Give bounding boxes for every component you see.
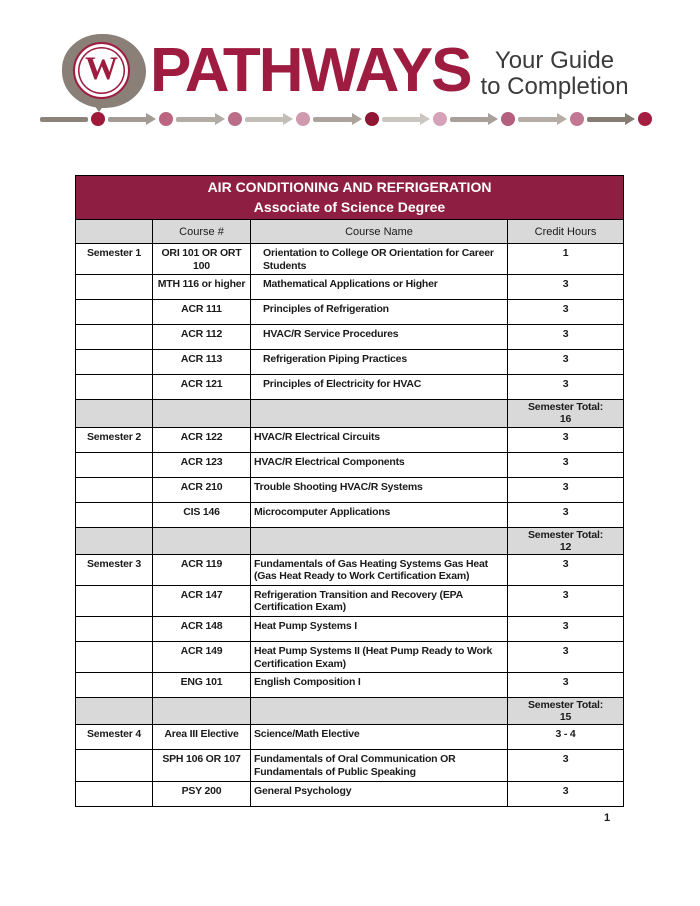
col-header-semester	[76, 220, 153, 244]
empty-cell	[76, 527, 153, 554]
credit-hours-cell: 3	[508, 275, 624, 300]
path-dot	[296, 112, 310, 126]
semester-total-row	[76, 400, 624, 427]
path-dot	[91, 112, 105, 126]
semester-cell	[76, 617, 153, 642]
course-number-cell: ACR 119	[153, 554, 251, 585]
semester-total-row	[76, 527, 624, 554]
course-name-cell: Heat Pump Systems II (Heat Pump Ready to Work Certification Exam)	[251, 642, 508, 673]
course-number-cell: ACR 149	[153, 642, 251, 673]
table-title-row	[76, 176, 624, 220]
credit-hours-cell: 3	[508, 750, 624, 781]
course-name-cell: Fundamentals of Gas Heating Systems Gas Heat (Gas Heat Ready to Work Certification Exam)	[251, 554, 508, 585]
arrow-head-icon	[352, 113, 362, 125]
path-line	[40, 117, 88, 122]
tagline-line-2: to Completion	[480, 73, 629, 101]
course-name-cell: Fundamentals of Oral Communication OR Fundamentals of Public Speaking	[251, 750, 508, 781]
arrow-shaft	[313, 117, 352, 122]
course-row	[76, 300, 624, 325]
semester-cell	[76, 642, 153, 673]
course-number-cell: ACR 148	[153, 617, 251, 642]
course-number-cell: ENG 101	[153, 673, 251, 698]
path-dot	[365, 112, 379, 126]
college-monogram: W	[85, 51, 118, 87]
path-dot	[228, 112, 242, 126]
course-name-cell: HVAC/R Electrical Circuits	[251, 427, 508, 452]
semester-cell	[76, 673, 153, 698]
course-number-cell: ACR 112	[153, 325, 251, 350]
course-number-cell: Area III Elective	[153, 725, 251, 750]
empty-cell	[251, 698, 508, 725]
course-row	[76, 502, 624, 527]
location-pin-icon	[62, 34, 146, 112]
semester-total-value: 12	[559, 540, 572, 553]
course-name-cell: Orientation to College OR Orientation for Career Students	[251, 244, 508, 275]
credit-hours-cell: 3	[508, 350, 624, 375]
course-name-cell: Principles of Electricity for HVAC	[251, 375, 508, 400]
course-row	[76, 244, 624, 275]
course-row	[76, 452, 624, 477]
degree-title: Associate of Science Degree	[253, 198, 446, 215]
course-row	[76, 725, 624, 750]
credit-hours-cell: 3	[508, 325, 624, 350]
semester-cell: Semester 1	[76, 244, 153, 275]
brand-title: PATHWAYS	[150, 36, 471, 105]
course-name-cell: English Composition I	[251, 673, 508, 698]
credit-hours-cell: 3 - 4	[508, 725, 624, 750]
arrow-head-icon	[146, 113, 156, 125]
semester-cell	[76, 750, 153, 781]
arrow-head-icon	[557, 113, 567, 125]
semester-cell	[76, 275, 153, 300]
arrow-head-icon	[625, 113, 635, 125]
credit-hours-cell: 3	[508, 300, 624, 325]
arrow-head-icon	[283, 113, 293, 125]
semester-cell: Semester 4	[76, 725, 153, 750]
course-name-cell: General Psychology	[251, 781, 508, 806]
path-dot	[638, 112, 652, 126]
course-row	[76, 325, 624, 350]
course-name-cell: Refrigeration Transition and Recovery (EPA Certification Exam)	[251, 585, 508, 616]
arrow-shaft	[518, 117, 557, 122]
course-number-cell: ACR 210	[153, 477, 251, 502]
semester-cell: Semester 2	[76, 427, 153, 452]
course-number-cell: ACR 147	[153, 585, 251, 616]
credit-hours-cell: 3	[508, 617, 624, 642]
credit-hours-cell: 3	[508, 477, 624, 502]
course-number-cell: ACR 122	[153, 427, 251, 452]
semester-cell	[76, 781, 153, 806]
empty-cell	[153, 527, 251, 554]
tagline-line-1: Your Guide	[494, 47, 615, 74]
credit-hours-cell: 3	[508, 781, 624, 806]
pathways-logo	[62, 34, 629, 112]
empty-cell	[76, 400, 153, 427]
arrow-shaft	[382, 117, 421, 122]
col-header-course-name: Course Name	[251, 220, 508, 244]
credit-hours-cell: 3	[508, 375, 624, 400]
course-row	[76, 673, 624, 698]
semester-cell	[76, 477, 153, 502]
semester-total-cell	[508, 400, 624, 427]
credit-hours-cell: 3	[508, 502, 624, 527]
semester-cell	[76, 585, 153, 616]
arrow-shaft	[450, 117, 489, 122]
course-row	[76, 275, 624, 300]
semester-total-row	[76, 698, 624, 725]
brand-tagline	[480, 48, 628, 101]
course-row	[76, 642, 624, 673]
credit-hours-cell: 1	[508, 244, 624, 275]
semester-total-label: Semester Total:	[528, 528, 603, 541]
empty-cell	[76, 698, 153, 725]
course-name-cell: HVAC/R Electrical Components	[251, 452, 508, 477]
course-row	[76, 477, 624, 502]
arrow-head-icon	[215, 113, 225, 125]
course-name-cell: Heat Pump Systems I	[251, 617, 508, 642]
col-header-credit-hours: Credit Hours	[508, 220, 624, 244]
empty-cell	[153, 400, 251, 427]
course-name-cell: Microcomputer Applications	[251, 502, 508, 527]
course-name-cell: HVAC/R Service Procedures	[251, 325, 508, 350]
credit-hours-cell: 3	[508, 427, 624, 452]
semester-cell: Semester 3	[76, 554, 153, 585]
credit-hours-cell: 3	[508, 642, 624, 673]
course-name-cell: Trouble Shooting HVAC/R Systems	[251, 477, 508, 502]
arrow-head-icon	[488, 113, 498, 125]
column-header-row	[76, 220, 624, 244]
semester-total-value: 15	[559, 711, 572, 724]
semester-total-cell	[508, 698, 624, 725]
course-row	[76, 427, 624, 452]
course-name-cell: Mathematical Applications or Higher	[251, 275, 508, 300]
course-row	[76, 375, 624, 400]
path-strip	[40, 109, 655, 129]
semester-total-value: 16	[559, 413, 572, 426]
semester-total-cell	[508, 527, 624, 554]
arrow-shaft	[245, 117, 284, 122]
semester-cell	[76, 325, 153, 350]
page-number: 1	[604, 812, 611, 824]
arrow-shaft	[176, 117, 215, 122]
credit-hours-cell: 3	[508, 673, 624, 698]
semester-cell	[76, 452, 153, 477]
pathway-table-body	[76, 244, 624, 806]
course-number-cell: CIS 146	[153, 502, 251, 527]
semester-cell	[76, 300, 153, 325]
course-number-cell: ACR 113	[153, 350, 251, 375]
course-number-cell: SPH 106 OR 107	[153, 750, 251, 781]
course-number-cell: ORI 101 OR ORT 100	[153, 244, 251, 275]
empty-cell	[153, 698, 251, 725]
degree-pathway-table	[75, 175, 624, 807]
course-name-cell: Refrigeration Piping Practices	[251, 350, 508, 375]
table-title-cell	[76, 176, 624, 220]
arrow-head-icon	[420, 113, 430, 125]
path-dot	[501, 112, 515, 126]
credit-hours-cell: 3	[508, 452, 624, 477]
empty-cell	[251, 400, 508, 427]
college-seal-icon	[73, 42, 130, 99]
empty-cell	[251, 527, 508, 554]
course-row	[76, 750, 624, 781]
course-row	[76, 781, 624, 806]
path-dot	[570, 112, 584, 126]
course-number-cell: MTH 116 or higher	[153, 275, 251, 300]
semester-cell	[76, 375, 153, 400]
path-dot	[433, 112, 447, 126]
course-name-cell: Principles of Refrigeration	[251, 300, 508, 325]
arrow-shaft	[108, 117, 147, 122]
credit-hours-cell: 3	[508, 554, 624, 585]
semester-cell	[76, 502, 153, 527]
course-name-cell: Science/Math Elective	[251, 725, 508, 750]
path-dot	[159, 112, 173, 126]
semester-total-label: Semester Total:	[528, 401, 603, 414]
course-number-cell: ACR 111	[153, 300, 251, 325]
course-row	[76, 585, 624, 616]
course-number-cell: ACR 121	[153, 375, 251, 400]
semester-cell	[76, 350, 153, 375]
program-title: AIR CONDITIONING AND REFRIGERATION	[207, 179, 492, 195]
course-row	[76, 554, 624, 585]
course-row	[76, 350, 624, 375]
arrow-shaft	[587, 117, 626, 122]
course-number-cell: PSY 200	[153, 781, 251, 806]
course-row	[76, 617, 624, 642]
credit-hours-cell: 3	[508, 585, 624, 616]
col-header-course-number: Course #	[153, 220, 251, 244]
course-number-cell: ACR 123	[153, 452, 251, 477]
semester-total-label: Semester Total:	[528, 699, 603, 712]
